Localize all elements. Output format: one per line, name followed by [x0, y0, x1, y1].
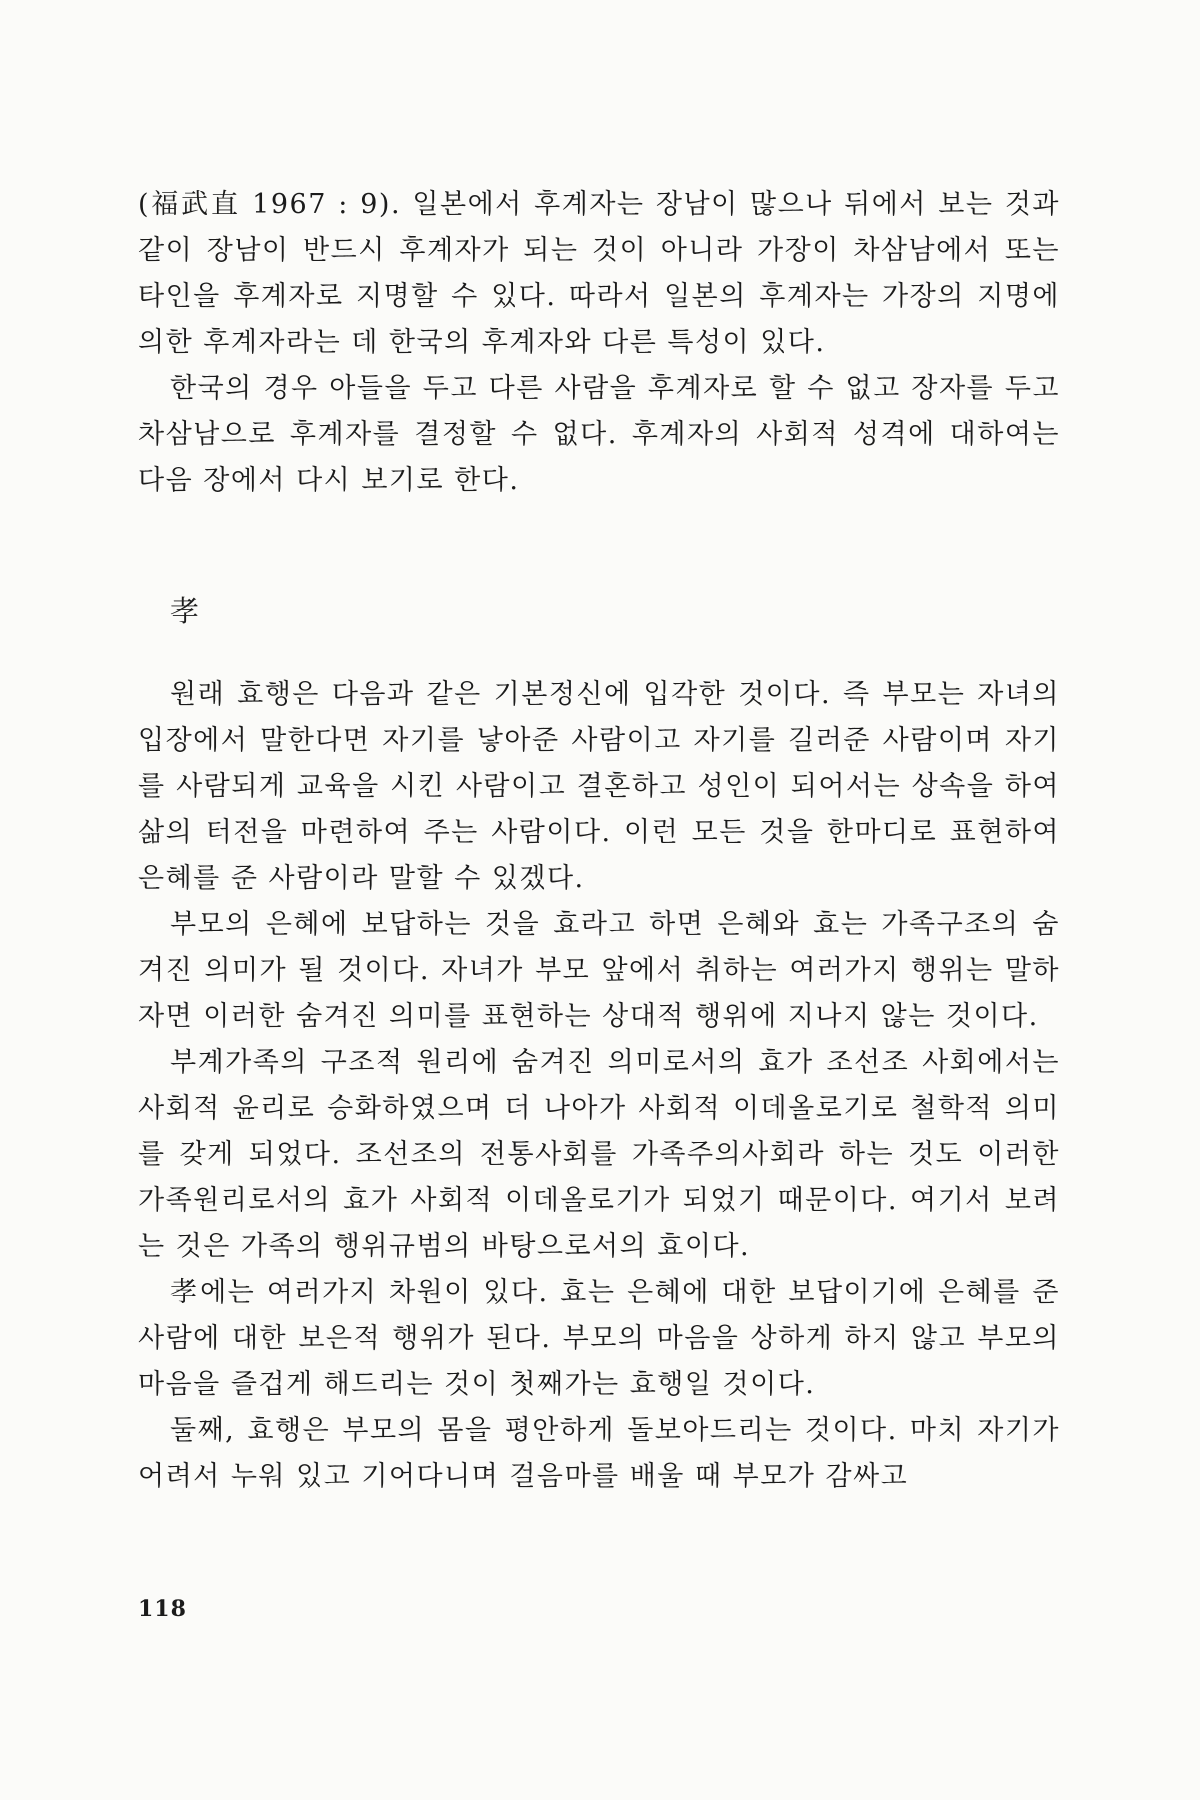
section-heading: 孝 [170, 594, 200, 628]
text-block-before-heading [138, 182, 1060, 504]
paragraph: 원래 효행은 다음과 같은 기본정신에 입각한 것이다. 즉 부모는 자녀의 입장에서 말한다면 자기를 낳아준 사람이고 자기를 길러준 사람이며 자기를 사람되게 교육을 시킨 사람이고 결혼하고 성인이 되어서는 상속을 하여 삶의 터전을 마련하여 주는 사람이다. 이런 모든 것을 한마디로 표현하여 은혜를 준 사람이라 말할 수 있겠다. [138, 679, 1060, 894]
text-block-after-heading [138, 672, 1060, 1500]
paragraph: 둘째, 효행은 부모의 몸을 평안하게 돌보아드리는 것이다. 마치 자기가 어려서 누워 있고 기어다니며 걸음마를 배울 때 부모가 감싸고 [138, 1415, 1060, 1492]
paragraph: 부계가족의 구조적 원리에 숨겨진 의미로서의 효가 조선조 사회에서는 사회적 윤리로 승화하였으며 더 나아가 사회적 이데올로기로 철학적 의미를 갖게 되었다. 조선조의 전통사회를 가족주의사회라 하는 것도 이러한 가족원리로서의 효가 사회적 이데올로기가 되었기 때문이다. 여기서 보려는 것은 가족의 행위규범의 바탕으로서의 효이다. [138, 1047, 1060, 1262]
paragraph: 한국의 경우 아들을 두고 다른 사람을 후계자로 할 수 없고 장자를 두고 차삼남으로 후계자를 결정할 수 없다. 후계자의 사회적 성격에 대하여는 다음 장에서 다시 보기로 한다. [138, 373, 1060, 496]
page-number: 118 [138, 1596, 187, 1622]
paragraph-continued: (福武直 1967 : 9). 일본에서 후계자는 장남이 많으나 뒤에서 보는 것과 같이 장남이 반드시 후계자가 되는 것이 아니라 가장이 차삼남에서 또는 타인을 후계자로 지명할 수 있다. 따라서 일본의 후계자는 가장의 지명에 의한 후계자라는 데 한국의 후계자와 다른 특성이 있다. [138, 189, 1060, 358]
paragraph: 孝에는 여러가지 차원이 있다. 효는 은혜에 대한 보답이기에 은혜를 준 사람에 대한 보은적 행위가 된다. 부모의 마음을 상하게 하지 않고 부모의 마음을 즐겁게 해드리는 것이 첫째가는 효행일 것이다. [138, 1277, 1060, 1400]
paragraph: 부모의 은혜에 보답하는 것을 효라고 하면 은혜와 효는 가족구조의 숨겨진 의미가 될 것이다. 자녀가 부모 앞에서 취하는 여러가지 행위는 말하자면 이러한 숨겨진 의미를 표현하는 상대적 행위에 지나지 않는 것이다. [138, 909, 1060, 1032]
